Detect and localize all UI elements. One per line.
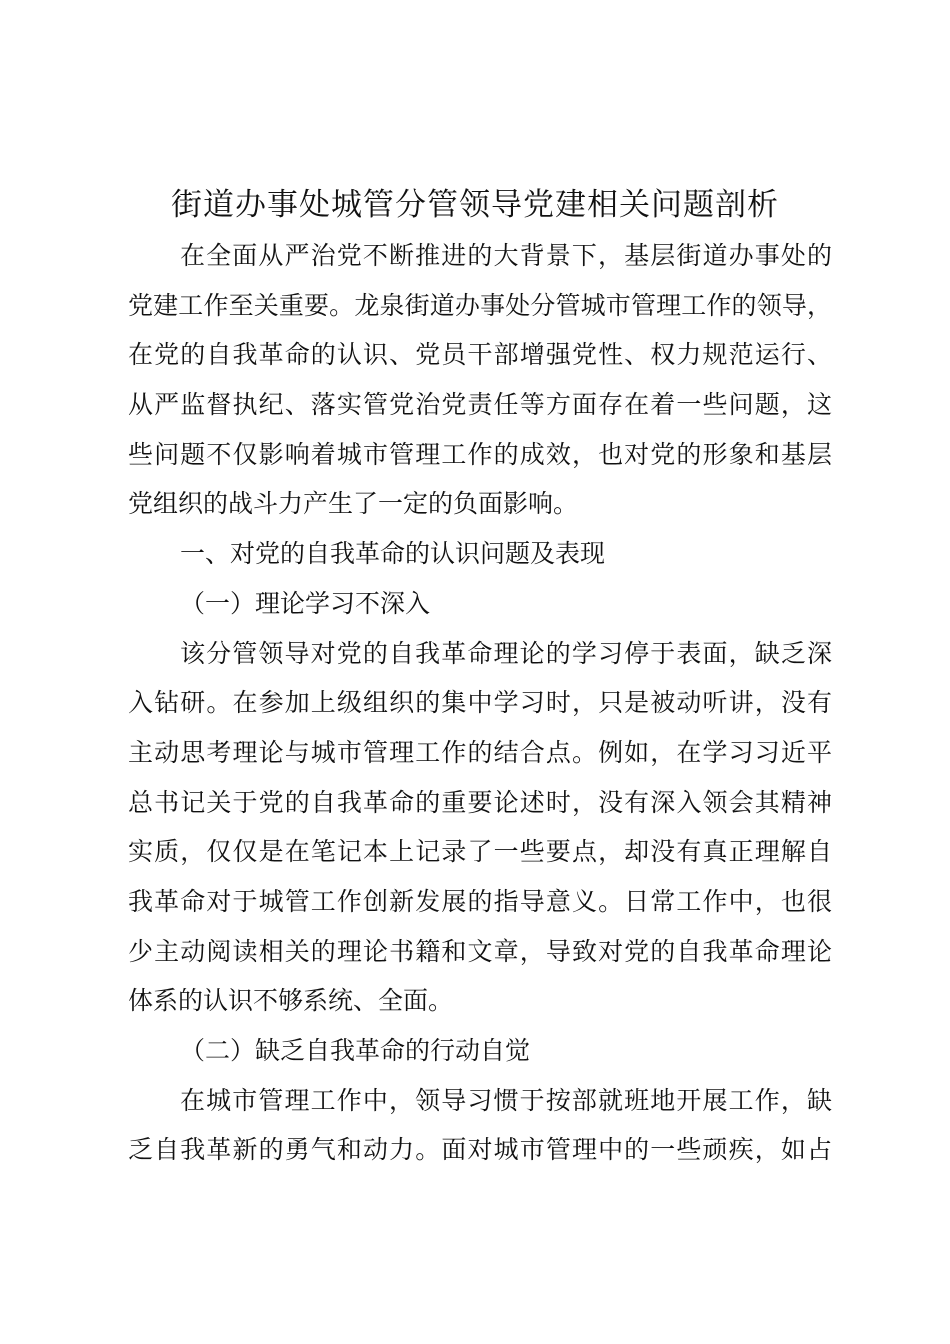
paragraph-line: 从严监督执纪、落实管党治党责任等方面存在着一些问题，这 bbox=[128, 390, 832, 420]
paragraph-line: 总书记关于党的自我革命的重要论述时，没有深入领会其精神 bbox=[128, 787, 832, 817]
document-title: 街道办事处城管分管领导党建相关问题剖析 bbox=[171, 187, 779, 223]
paragraph-line: 在党的自我革命的认识、党员干部增强党性、权力规范运行、 bbox=[128, 340, 832, 370]
paragraph-line: 党组织的战斗力产生了一定的负面影响。 bbox=[128, 489, 579, 519]
paragraph-line: 主动思考理论与城市管理工作的结合点。例如，在学习习近平 bbox=[128, 737, 832, 767]
paragraph-line: 实质，仅仅是在笔记本上记录了一些要点，却没有真正理解自 bbox=[128, 837, 832, 867]
paragraph-line: 在城市管理工作中，领导习惯于按部就班地开展工作，缺 bbox=[180, 1085, 832, 1115]
paragraph-line: 我革命对于城管工作创新发展的指导意义。日常工作中，也很 bbox=[128, 886, 832, 916]
section-heading: （二）缺乏自我革命的行动自觉 bbox=[180, 1036, 531, 1065]
paragraph-line: 少主动阅读相关的理论书籍和文章，导致对党的自我革命理论 bbox=[128, 936, 832, 966]
paragraph-line: 在全面从严治党不断推进的大背景下，基层街道办事处的 bbox=[180, 241, 832, 270]
document-body bbox=[128, 231, 832, 1175]
section-heading: （一）理论学习不深入 bbox=[180, 588, 431, 618]
paragraph-line: 党建工作至关重要。龙泉街道办事处分管城市管理工作的领导， bbox=[128, 290, 832, 320]
paragraph-line: 体系的认识不够系统、全面。 bbox=[128, 986, 454, 1016]
paragraph-line: 入钻研。在参加上级组织的集中学习时，只是被动听讲，没有 bbox=[128, 688, 832, 718]
paragraph-line: 些问题不仅影响着城市管理工作的成效，也对党的形象和基层 bbox=[128, 439, 832, 469]
section-heading: 一、对党的自我革命的认识问题及表现 bbox=[180, 539, 606, 569]
paragraph-line: 该分管领导对党的自我革命理论的学习停于表面，缺乏深 bbox=[180, 638, 832, 668]
paragraph-line: 乏自我革新的勇气和动力。面对城市管理中的一些顽疾，如占 bbox=[128, 1135, 832, 1165]
